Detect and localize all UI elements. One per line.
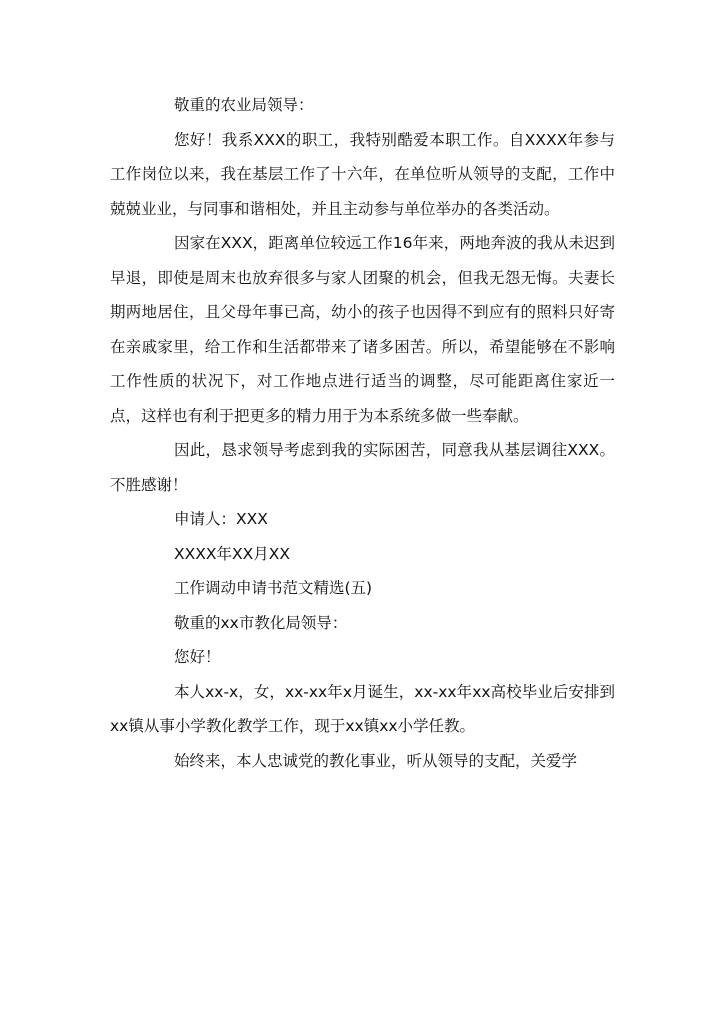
applicant-signature: 申请人：XXX: [174, 510, 268, 528]
paragraph-dedication-partial: 始终来，本人忠诚党的教化事业，听从领导的支配，关爱学: [174, 751, 578, 770]
greeting-line: 您好！: [174, 648, 221, 666]
paragraph-request-transfer: 因此，恳求领导考虑到我的实际困苦，同意我从基层调往XXX。不胜感谢！: [110, 441, 615, 494]
application-date: XXXX年XX月XX: [174, 544, 290, 563]
paragraph-self-introduction: 本人xx-x，女，xx-xx年x月诞生，xx-xx年xx高校毕业后安排到xx镇从事小学教化教学工作，现于xx镇xx小学任教。: [110, 682, 615, 735]
section-heading-sample-five: 工作调动申请书范文精选(五): [174, 579, 373, 597]
letter-body: [110, 88, 615, 778]
paragraph-greeting-intro: 您好！我系XXX的职工，我特别酷爱本职工作。自XXXX年参与工作岗位以来，我在基层工作了十六年，在单位听从领导的支配，工作中兢兢业业，与同事和谐相处，并且主动参与单位举办的各类活动。: [110, 130, 615, 218]
salutation-agriculture-bureau: 敬重的农业局领导：: [174, 96, 314, 114]
paragraph-family-situation: 因家在XXX，距离单位较远工作16年来，两地奔波的我从未迟到早退，即使是周末也放弃很多与家人团聚的机会，但我无怨无悔。夫妻长期两地居住，且父母年事已高，幼小的孩子也因得不到应有的照料只好寄在亲戚家里，给工作和生活都带来了诸多困苦。所以，希望能够在不影响工作性质的状况下，对工作地点进行适当的调整，尽可能距离住家近一点，这样也有利于把更多的精力用于为本系统多做一些奉献。: [110, 234, 615, 425]
salutation-education-bureau: 敬重的xx市教化局领导：: [174, 613, 348, 632]
